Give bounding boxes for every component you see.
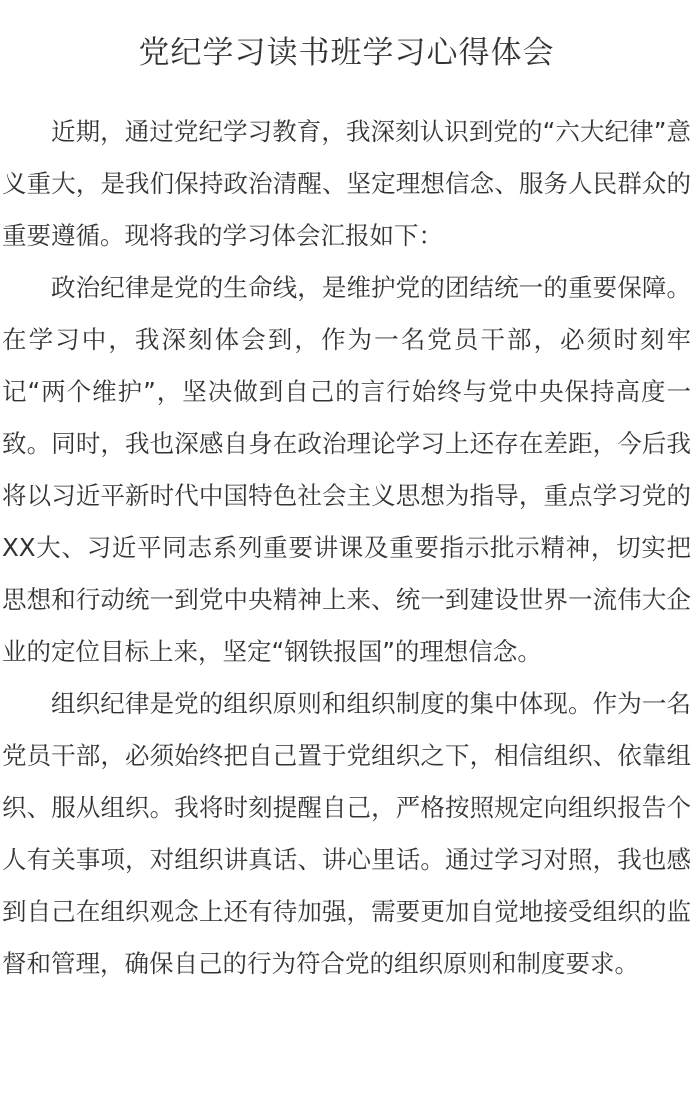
paragraph-organizational-discipline: 组织纪律是党的组织原则和组织制度的集中体现。作为一名党员干部，必须始终把自己置于党组织之下，相信组织、依靠组织、服从组织。我将时刻提醒自己，严格按照规定向组织报告个人有关事项，对组织讲真话、讲心里话。通过学习对照，我也感到自己在组织观念上还有待加强，需要更加自觉地接受组织的监督和管理，确保自己的行为符合党的组织原则和制度要求。: [2, 689, 691, 978]
paragraph-political-discipline: 政治纪律是党的生命线，是维护党的团结统一的重要保障。在学习中，我深刻体会到，作为一名党员干部，必须时刻牢记“两个维护”，坚决做到自己的言行始终与党中央保持高度一致。同时，我也深感自身在政治理论学习上还存在差距，今后我将以习近平新时代中国特色社会主义思想为指导，重点学习党的XX大、习近平同志系列重要讲课及重要指示批示精神，切实把思想和行动统一到党中央精神上来、统一到建设世界一流伟大企业的定位目标上来，坚定“钢铁报国”的理想信念。: [2, 273, 691, 666]
page-title: 党纪学习读书班学习心得体会: [138, 35, 555, 71]
document-body: [2, 106, 691, 990]
paragraph-intro: 近期，通过党纪学习教育，我深刻认识到党的“六大纪律”意义重大，是我们保持政治清醒、坚定理想信念、服务人民群众的重要遵循。现将我的学习体会汇报如下：: [2, 117, 691, 250]
